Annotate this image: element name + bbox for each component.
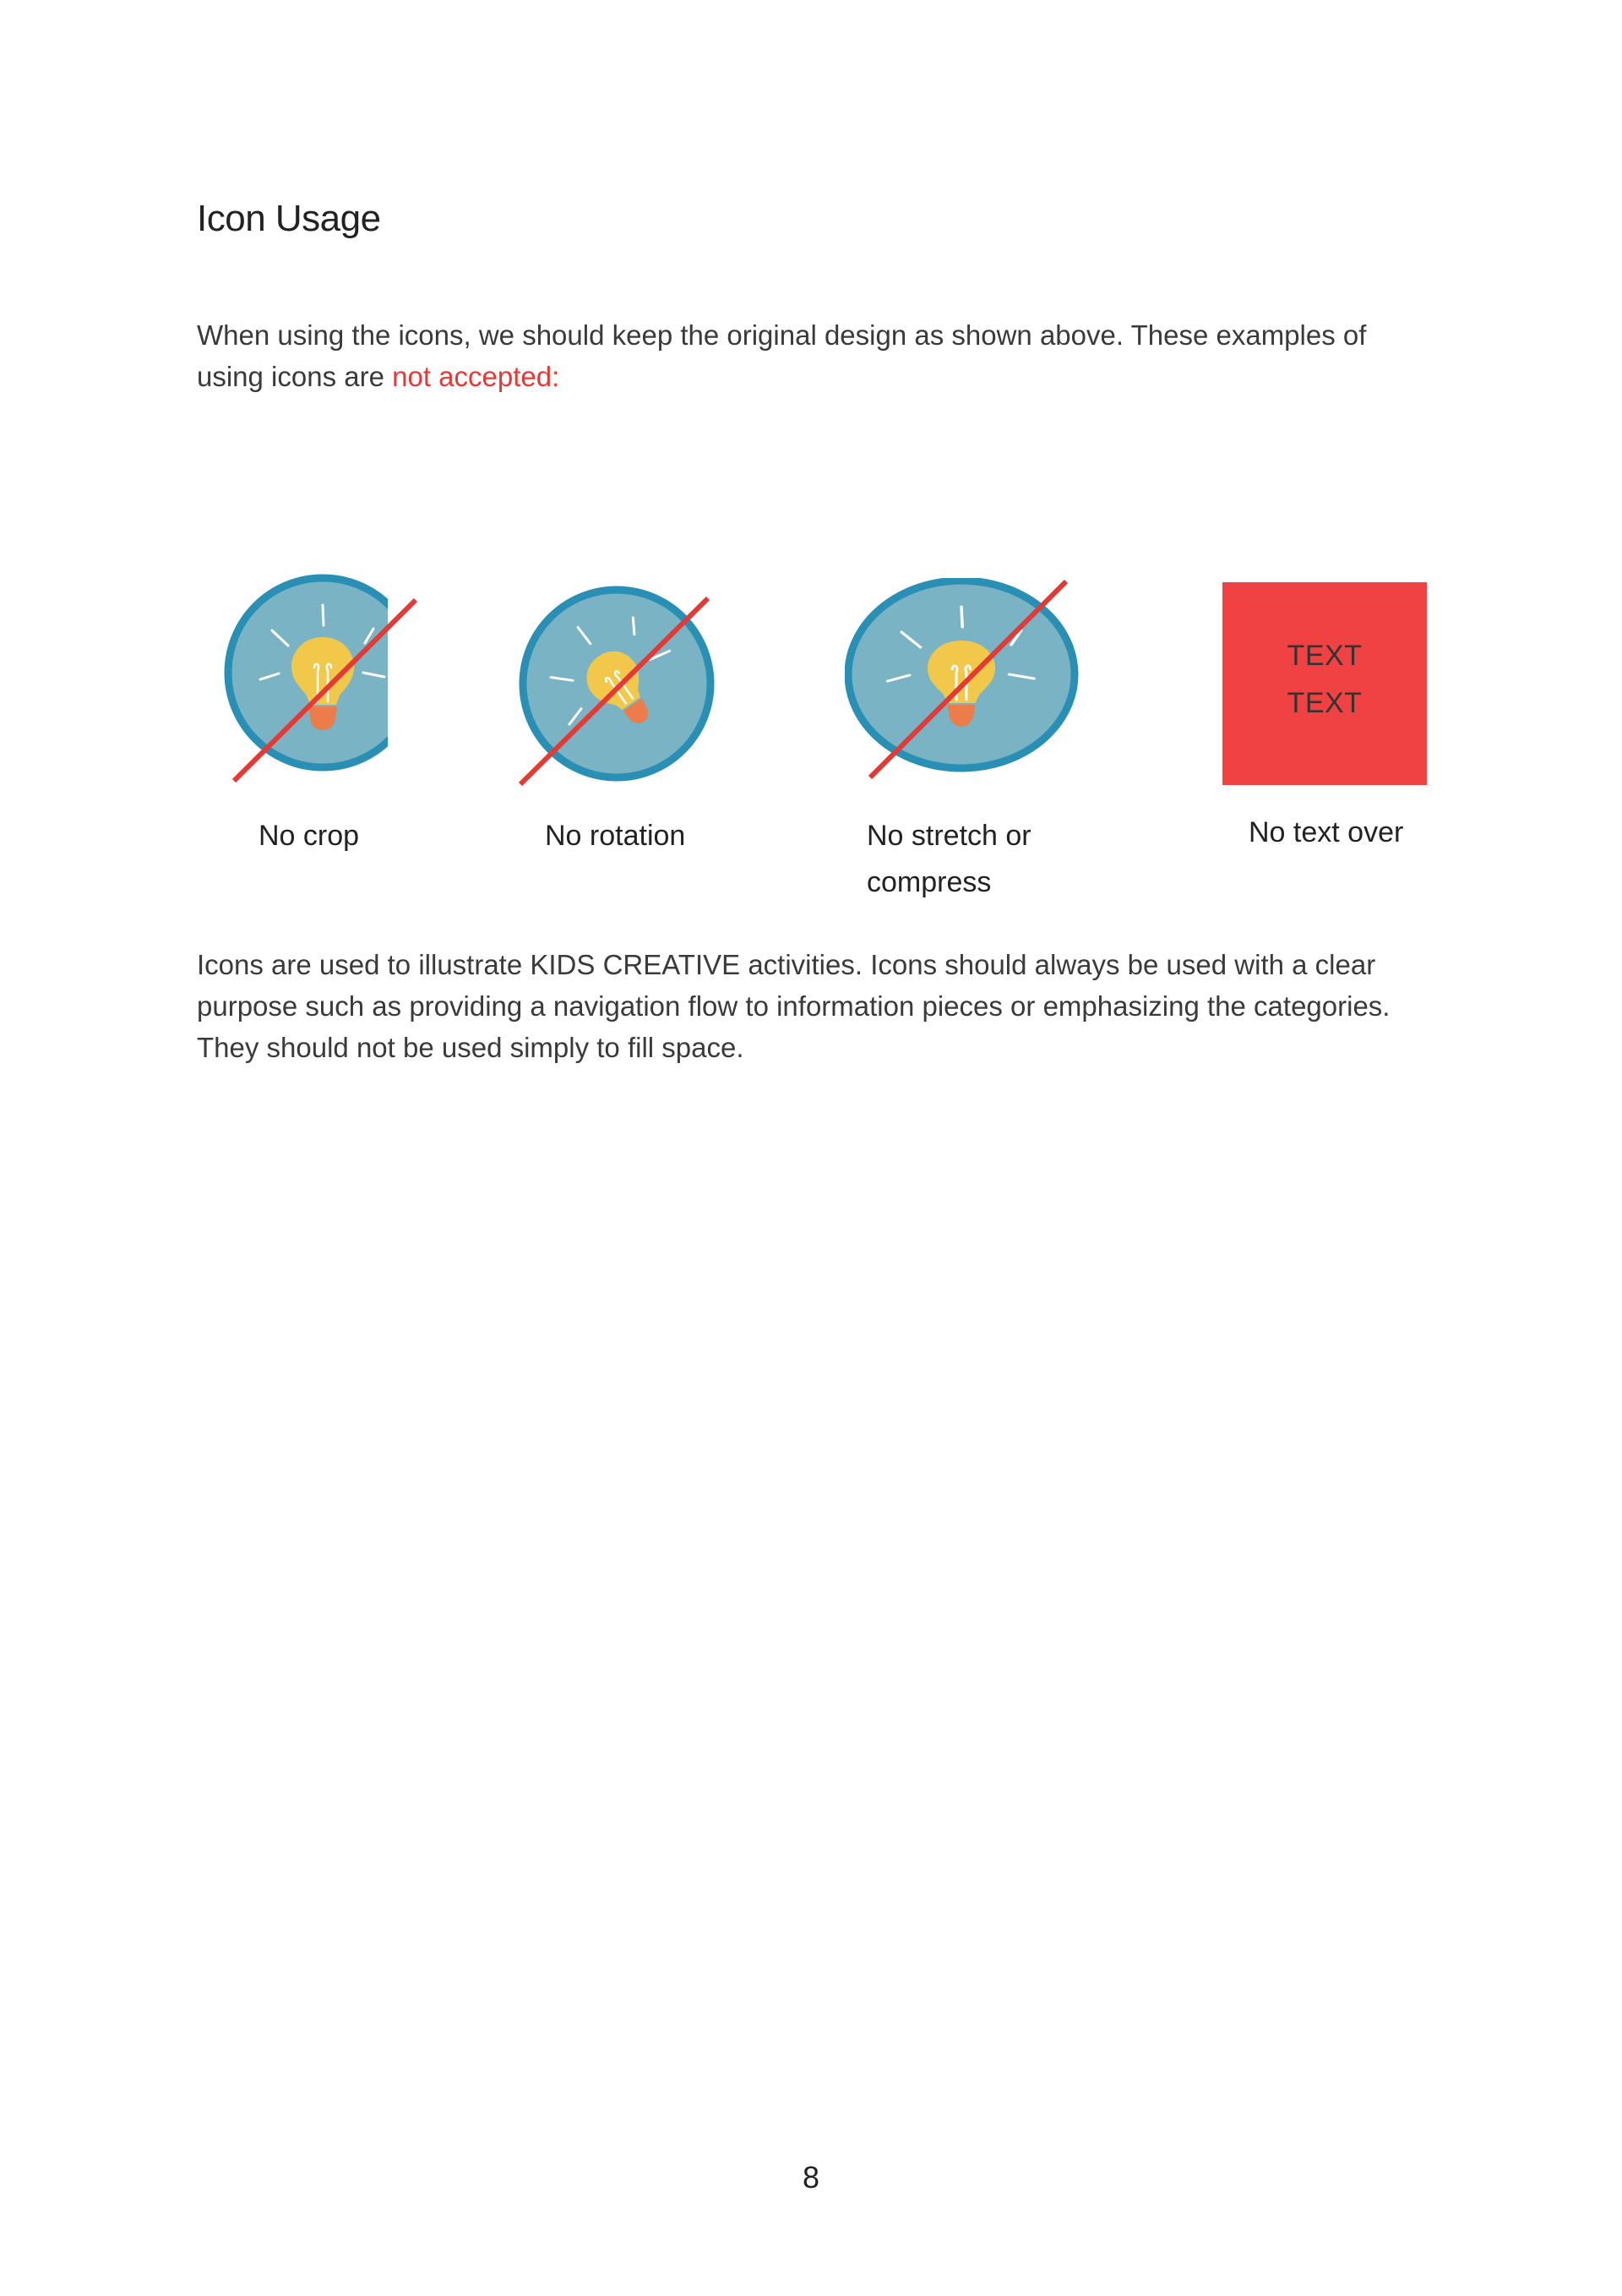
caption-no-stretch-line2: compress	[867, 866, 992, 898]
intro-text: When using the icons, we should keep the original design as shown above. These examples of using icons are	[197, 319, 1367, 392]
caption-no-text-over: No text over	[1249, 816, 1404, 848]
intro-paragraph	[197, 314, 1430, 397]
caption-no-rotation: No rotation	[545, 820, 686, 852]
body-paragraph: Icons are used to illustrate KIDS CREATIVE activities. Icons should always be used with a clear purpose such as providing a navigation flow to information pieces or emphasizing the categories. They should not be used simply to fill space.	[197, 949, 1391, 1063]
box-text-1: TEXT	[1287, 640, 1363, 672]
page-number: 8	[802, 2160, 820, 2195]
example-no-stretch	[845, 578, 1081, 781]
page-title: Icon Usage	[197, 198, 381, 239]
cropped-lightbulb-icon	[221, 571, 424, 791]
example-no-rotation	[515, 581, 718, 793]
not-accepted-text: not accepted:	[392, 361, 560, 392]
caption-no-stretch-line1: No stretch or	[867, 820, 1031, 852]
stretched-lightbulb-icon	[845, 578, 1081, 781]
rotated-lightbulb-icon	[515, 581, 718, 793]
box-text-2: TEXT	[1287, 687, 1363, 719]
text-over-box	[1222, 582, 1427, 785]
caption-no-stretch	[867, 813, 1031, 906]
caption-no-crop: No crop	[259, 820, 360, 852]
example-no-crop	[221, 571, 424, 791]
